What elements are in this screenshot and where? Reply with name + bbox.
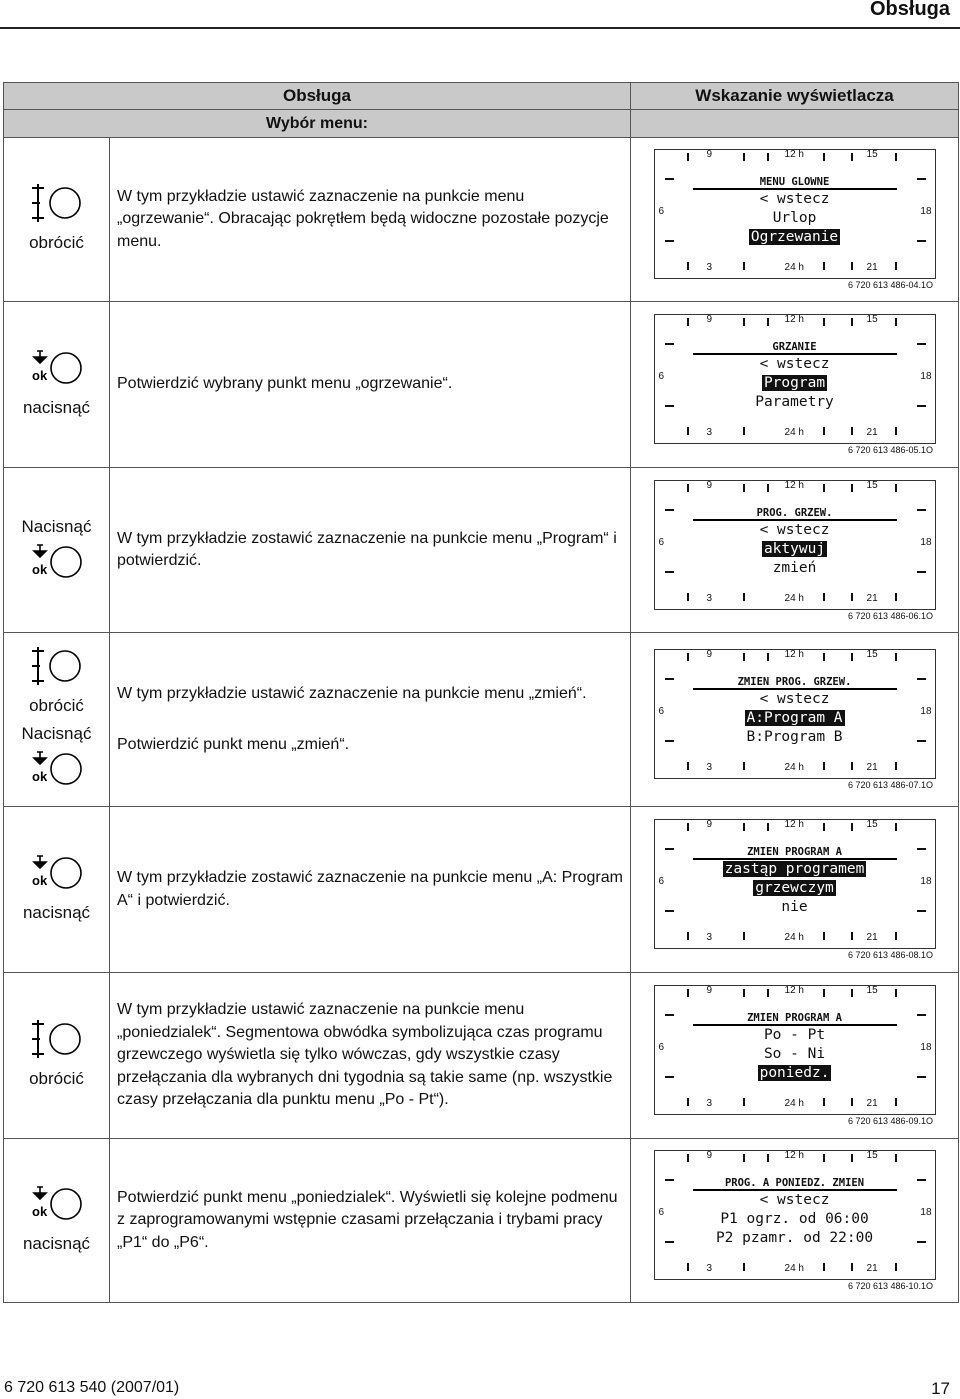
lcd-menu-line-text: Urlop [772, 210, 817, 226]
lcd-screen-title: PROG. GRZEW. [693, 507, 897, 521]
lcd-scale-bottom-label: 3 [706, 427, 713, 438]
lcd-tick-mark [823, 989, 825, 997]
lcd-tick-mark [917, 1179, 926, 1181]
lcd-tick-mark [665, 178, 674, 180]
lcd-tick-mark [895, 762, 897, 770]
lcd-tick-mark [687, 989, 689, 997]
rotate-icon [32, 1018, 82, 1065]
lcd-tick-mark [665, 1241, 674, 1243]
lcd-tick-mark [895, 653, 897, 661]
display-cell [631, 807, 959, 973]
lcd-scale-top-label: 15 [866, 985, 878, 996]
lcd-menu-line-text: < wstecz [759, 521, 830, 538]
lcd-screen [693, 676, 897, 750]
description-text: Potwierdzić punkt menu „poniedzialek“. Wyświetli się kolejne podmenu z zaprogramowanymi wstępnie czasami przełączania i trybami pracy „P1“ do „P6“. [117, 1188, 618, 1251]
lcd-tick-mark [895, 484, 897, 492]
figure-number: 6 720 613 486-08.1O [847, 950, 934, 960]
lcd-menu-line-text: aktywuj [763, 540, 826, 557]
description-cell [110, 973, 631, 1139]
display-cell [631, 1139, 959, 1303]
action-label: obrócić [29, 233, 84, 252]
lcd-scale-top-label: 15 [866, 314, 878, 325]
lcd-tick-mark [743, 762, 745, 770]
lcd-tick-mark [767, 153, 769, 161]
lcd-menu-line [693, 898, 897, 917]
lcd-menu-line [693, 728, 897, 747]
lcd-tick-mark [687, 762, 689, 770]
lcd-menu-line [693, 709, 897, 728]
svg-text:ok: ok [31, 768, 47, 784]
lcd-scale-top-label: 12 h [784, 1150, 804, 1161]
lcd-scale-top-label: 9 [706, 149, 713, 160]
table-row [4, 468, 959, 633]
lcd-menu-line [693, 690, 897, 709]
action-label: nacisnąć [22, 398, 91, 417]
lcd-tick-mark [851, 262, 853, 270]
lcd-display [654, 480, 936, 610]
ok-press-icon [31, 852, 83, 899]
lcd-tick-mark [851, 153, 853, 161]
lcd-scale-bottom-label: 24 h [784, 762, 804, 773]
lcd-screen-title: ZMIEN PROG. GRZEW. [693, 676, 897, 690]
lcd-scale-right-label: 18 [920, 371, 932, 382]
svg-text:ok: ok [31, 873, 47, 888]
lcd-scale-bottom-label: 24 h [784, 427, 804, 438]
lcd-scale-top-label: 12 h [784, 985, 804, 996]
lcd-screen-title: PROG. A PONIEDZ. ZMIEN [693, 1177, 897, 1191]
lcd-tick-mark [665, 1179, 674, 1181]
description-text: W tym przykładzie zostawić zaznaczenie na punkcie menu „Program“ i potwierdzić. [117, 529, 617, 569]
lcd-screen [693, 1177, 897, 1251]
lcd-scale-bottom-label: 24 h [784, 1263, 804, 1274]
lcd-tick-mark [687, 153, 689, 161]
lcd-menu-line [693, 209, 897, 228]
lcd-tick-mark [917, 740, 926, 742]
lcd-scale-right-label: 18 [920, 706, 932, 717]
lcd-tick-mark [895, 932, 897, 940]
lcd-tick-mark [917, 1076, 926, 1078]
table-row [4, 807, 959, 973]
table-row [4, 302, 959, 468]
action-label: Nacisnąć [21, 723, 92, 743]
lcd-tick-mark [687, 593, 689, 601]
ok-press-icon [31, 347, 83, 394]
lcd-tick-mark [687, 1154, 689, 1162]
lcd-scale-top-label: 15 [866, 649, 878, 660]
lcd-menu-line [693, 559, 897, 578]
lcd-display [654, 314, 936, 444]
lcd-scale-bottom-label: 3 [706, 1263, 713, 1274]
rotate-icon [32, 182, 82, 229]
lcd-tick-mark [823, 153, 825, 161]
lcd-menu-line-text: < wstecz [759, 191, 830, 207]
lcd-tick-mark [917, 910, 926, 912]
description-cell [110, 807, 631, 973]
lcd-tick-mark [743, 593, 745, 601]
lcd-tick-mark [687, 1263, 689, 1271]
lcd-tick-mark [687, 318, 689, 326]
lcd-menu-line-text: poniedz. [759, 1065, 830, 1081]
lcd-menu-line-text: zastąp programem [724, 861, 865, 877]
lcd-menu-line [693, 521, 897, 540]
lcd-tick-mark [823, 653, 825, 661]
lcd-scale-bottom-label: 24 h [784, 592, 804, 604]
lcd-scale-top-label: 9 [706, 314, 713, 325]
lcd-screen-title: ZMIEN PROGRAM A [693, 1012, 897, 1026]
lcd-tick-mark [851, 823, 853, 831]
lcd-tick-mark [823, 1263, 825, 1271]
description-text: W tym przykładzie ustawić zaznaczenie na punkcie menu „ogrzewanie“. Obracając pokrętłem będą widoczne pozostałe pozycje menu. [117, 187, 609, 250]
lcd-tick-mark [917, 240, 926, 242]
lcd-scale-left-label: 6 [658, 206, 665, 217]
lcd-tick-mark [767, 653, 769, 661]
action-label: obrócić [29, 1069, 84, 1088]
svg-text:ok: ok [31, 1204, 47, 1219]
lcd-menu-line [693, 190, 897, 209]
lcd-screen-title: ZMIEN PROGRAM A [693, 846, 897, 860]
lcd-tick-mark [851, 653, 853, 661]
lcd-scale-bottom-label: 21 [866, 1098, 878, 1109]
action-label: nacisnąć [22, 903, 91, 922]
lcd-tick-mark [823, 427, 825, 435]
lcd-scale-left-label: 6 [658, 1207, 665, 1218]
lcd-tick-mark [767, 1154, 769, 1162]
display-cell [631, 138, 959, 302]
section-title-blank [631, 110, 959, 138]
lcd-tick-mark [851, 484, 853, 492]
lcd-tick-mark [823, 932, 825, 940]
lcd-display [654, 149, 936, 279]
lcd-menu-line [693, 1064, 897, 1083]
lcd-tick-mark [743, 823, 745, 831]
figure-number: 6 720 613 486-10.1O [847, 1281, 934, 1291]
lcd-tick-mark [665, 678, 674, 680]
lcd-tick-mark [851, 427, 853, 435]
lcd-scale-top-label: 9 [706, 1150, 713, 1161]
lcd-scale-left-label: 6 [658, 876, 665, 887]
lcd-display [654, 819, 936, 949]
lcd-tick-mark [687, 823, 689, 831]
action-cell [4, 302, 110, 468]
lcd-menu-line [693, 879, 897, 898]
lcd-scale-bottom-label: 21 [866, 262, 878, 273]
lcd-scale-right-label: 18 [920, 536, 932, 548]
description-cell [110, 138, 631, 302]
lcd-scale-bottom-label: 21 [866, 427, 878, 438]
lcd-tick-mark [917, 343, 926, 345]
display-cell [631, 302, 959, 468]
lcd-tick-mark [743, 1263, 745, 1271]
lcd-menu-line-text: So - Ni [763, 1046, 826, 1062]
action-label: nacisnąć [22, 1234, 91, 1253]
lcd-menu-line-text: nie [781, 899, 808, 915]
lcd-scale-left-label: 6 [658, 1042, 665, 1053]
description-text: Potwierdzić wybrany punkt menu „ogrzewanie“. [117, 375, 453, 393]
lcd-tick-mark [917, 405, 926, 407]
lcd-tick-mark [687, 427, 689, 435]
lcd-tick-mark [917, 178, 926, 180]
lcd-scale-top-label: 15 [866, 479, 878, 491]
lcd-screen [693, 341, 897, 415]
footer-page-number: 17 [931, 1379, 950, 1398]
lcd-tick-mark [767, 823, 769, 831]
lcd-scale-bottom-label: 24 h [784, 1098, 804, 1109]
lcd-scale-right-label: 18 [920, 206, 932, 217]
lcd-scale-top-label: 12 h [784, 819, 804, 830]
lcd-scale-top-label: 12 h [784, 149, 804, 160]
lcd-screen [693, 176, 897, 250]
lcd-tick-mark [743, 427, 745, 435]
table-row [4, 138, 959, 302]
lcd-tick-mark [743, 153, 745, 161]
lcd-menu-line-text: Po - Pt [763, 1027, 826, 1043]
lcd-screen-title: GRZANIE [693, 341, 897, 355]
lcd-tick-mark [895, 1263, 897, 1271]
lcd-screen [693, 846, 897, 920]
display-cell [631, 973, 959, 1139]
header-rule [0, 27, 960, 29]
svg-text:ok: ok [31, 561, 47, 577]
lcd-tick-mark [823, 762, 825, 770]
description-cell [110, 1139, 631, 1303]
lcd-tick-mark [917, 848, 926, 850]
action-cell [4, 973, 110, 1139]
lcd-tick-mark [917, 509, 926, 511]
action-label: obrócić [29, 695, 84, 715]
footer-doc-number: 6 720 613 540 (2007/01) [4, 1379, 180, 1396]
lcd-menu-line-text: P2 pzamr. od 22:00 [715, 1230, 874, 1246]
lcd-tick-mark [851, 762, 853, 770]
lcd-tick-mark [687, 932, 689, 940]
lcd-scale-bottom-label: 21 [866, 592, 878, 604]
figure-number: 6 720 613 486-05.1O [847, 445, 934, 455]
lcd-menu-line-text: < wstecz [759, 1192, 830, 1208]
lcd-scale-bottom-label: 3 [706, 762, 713, 773]
lcd-tick-mark [665, 1014, 674, 1016]
lcd-tick-mark [895, 262, 897, 270]
lcd-tick-mark [823, 262, 825, 270]
lcd-tick-mark [895, 989, 897, 997]
lcd-scale-bottom-label: 24 h [784, 262, 804, 273]
lcd-scale-top-label: 9 [706, 479, 713, 491]
lcd-tick-mark [895, 593, 897, 601]
lcd-tick-mark [895, 1154, 897, 1162]
lcd-tick-mark [665, 910, 674, 912]
lcd-scale-top-label: 15 [866, 1150, 878, 1161]
lcd-menu-line [693, 1191, 897, 1210]
lcd-menu-line [693, 1045, 897, 1064]
lcd-tick-mark [687, 1098, 689, 1106]
lcd-menu-line [693, 374, 897, 393]
lcd-tick-mark [743, 262, 745, 270]
lcd-tick-mark [823, 1154, 825, 1162]
lcd-scale-right-label: 18 [920, 1042, 932, 1053]
lcd-tick-mark [767, 484, 769, 492]
lcd-screen [693, 1012, 897, 1086]
lcd-tick-mark [665, 740, 674, 742]
lcd-tick-mark [767, 318, 769, 326]
lcd-display [654, 649, 936, 779]
lcd-tick-mark [687, 262, 689, 270]
table-row [4, 973, 959, 1139]
lcd-display [654, 1150, 936, 1280]
lcd-tick-mark [767, 989, 769, 997]
lcd-menu-line [693, 1210, 897, 1229]
figure-number: 6 720 613 486-09.1O [847, 1116, 934, 1126]
lcd-tick-mark [917, 678, 926, 680]
lcd-screen-title: MENU GLOWNE [693, 176, 897, 190]
lcd-tick-mark [687, 653, 689, 661]
description-text: W tym przykładzie zostawić zaznaczenie na punkcie menu „A: Program A“ i potwierdzić. [117, 869, 623, 909]
lcd-scale-bottom-label: 24 h [784, 932, 804, 943]
figure-number: 6 720 613 486-07.1O [847, 780, 934, 790]
display-cell [631, 633, 959, 807]
ok-press-icon [31, 1183, 83, 1230]
column-header-display: Wskazanie wyświetlacza [631, 83, 959, 110]
lcd-menu-line-text: Program [763, 375, 826, 391]
lcd-scale-top-label: 12 h [784, 649, 804, 660]
description-text: W tym przykładzie ustawić zaznaczenie na punkcie menu „poniedzialek“. Segmentowa obwódka symbolizująca czas programu grzewczego wyświetla się tylko wówczas, gdy wszystkie czasy przełączania dla wybranych dni tygodnia są takie same (np. wszystkie czasy przełączania dla punktu menu „Po - Pt“). [117, 1001, 613, 1109]
lcd-menu-line [693, 393, 897, 412]
lcd-tick-mark [895, 153, 897, 161]
lcd-menu-line [693, 228, 897, 247]
lcd-tick-mark [917, 571, 926, 573]
lcd-tick-mark [665, 509, 674, 511]
figure-number: 6 720 613 486-06.1O [847, 610, 934, 621]
lcd-tick-mark [851, 593, 853, 601]
lcd-tick-mark [743, 932, 745, 940]
lcd-tick-mark [917, 1241, 926, 1243]
lcd-tick-mark [917, 1014, 926, 1016]
lcd-tick-mark [851, 989, 853, 997]
lcd-menu-line-text: Parametry [755, 394, 834, 410]
lcd-menu-line [693, 1026, 897, 1045]
lcd-scale-top-label: 9 [706, 649, 713, 660]
lcd-tick-mark [665, 240, 674, 242]
lcd-tick-mark [895, 823, 897, 831]
page-header-title: Obsługa [869, 0, 950, 20]
table-row [4, 633, 959, 807]
lcd-menu-line-text: B:Program B [746, 729, 843, 745]
lcd-scale-top-label: 9 [706, 819, 713, 830]
lcd-tick-mark [895, 1098, 897, 1106]
lcd-scale-top-label: 12 h [784, 479, 804, 491]
lcd-tick-mark [823, 484, 825, 492]
lcd-scale-top-label: 15 [866, 149, 878, 160]
lcd-scale-bottom-label: 21 [866, 932, 878, 943]
lcd-tick-mark [851, 1263, 853, 1271]
operation-table [3, 82, 959, 1303]
lcd-tick-mark [665, 1076, 674, 1078]
lcd-screen [693, 507, 897, 581]
lcd-scale-left-label: 6 [658, 706, 665, 717]
description-cell [110, 468, 631, 633]
lcd-scale-bottom-label: 3 [706, 262, 713, 273]
column-header-operation: Obsługa [4, 83, 631, 110]
lcd-tick-mark [895, 427, 897, 435]
lcd-scale-right-label: 18 [920, 876, 932, 887]
lcd-scale-bottom-label: 3 [706, 1098, 713, 1109]
lcd-tick-mark [823, 1098, 825, 1106]
lcd-tick-mark [851, 1154, 853, 1162]
lcd-tick-mark [743, 989, 745, 997]
lcd-display [654, 985, 936, 1115]
ok-press-icon [31, 748, 83, 795]
action-cell [4, 138, 110, 302]
display-cell [631, 468, 959, 633]
lcd-tick-mark [665, 848, 674, 850]
lcd-scale-left-label: 6 [658, 371, 665, 382]
lcd-tick-mark [665, 405, 674, 407]
section-title: Wybór menu: [4, 110, 631, 138]
lcd-tick-mark [851, 1098, 853, 1106]
lcd-menu-line-text: Ogrzewanie [750, 229, 839, 245]
action-cell [4, 468, 110, 633]
lcd-tick-mark [851, 932, 853, 940]
lcd-menu-line-text: grzewczym [755, 880, 834, 896]
lcd-tick-mark [823, 593, 825, 601]
lcd-scale-top-label: 12 h [784, 314, 804, 325]
lcd-menu-line [693, 540, 897, 559]
description-text: Potwierdzić punkt menu „zmień“. [117, 735, 350, 753]
table-row [4, 1139, 959, 1303]
ok-press-icon [31, 541, 83, 588]
action-cell [4, 807, 110, 973]
lcd-tick-mark [895, 318, 897, 326]
lcd-tick-mark [851, 318, 853, 326]
lcd-tick-mark [743, 318, 745, 326]
lcd-scale-right-label: 18 [920, 1207, 932, 1218]
description-cell [110, 302, 631, 468]
lcd-tick-mark [665, 343, 674, 345]
lcd-menu-line-text: < wstecz [759, 356, 830, 372]
lcd-scale-top-label: 9 [706, 985, 713, 996]
rotate-icon [32, 645, 82, 692]
lcd-menu-line-text: A:Program A [746, 710, 843, 726]
lcd-menu-line-text: < wstecz [759, 691, 830, 707]
lcd-scale-bottom-label: 21 [866, 1263, 878, 1274]
lcd-scale-bottom-label: 3 [706, 932, 713, 943]
action-cell [4, 1139, 110, 1303]
lcd-tick-mark [687, 484, 689, 492]
svg-text:ok: ok [31, 368, 47, 383]
lcd-menu-line-text: P1 ogrz. od 06:00 [720, 1211, 869, 1227]
action-label: Nacisnąć [21, 516, 92, 536]
lcd-tick-mark [823, 318, 825, 326]
lcd-menu-line-text: zmień [772, 559, 817, 576]
lcd-scale-bottom-label: 3 [706, 592, 713, 604]
lcd-scale-left-label: 6 [658, 536, 665, 548]
lcd-tick-mark [743, 1154, 745, 1162]
description-text: W tym przykładzie ustawić zaznaczenie na punkcie menu „zmień“. [117, 685, 587, 702]
description-cell [110, 633, 631, 807]
lcd-scale-top-label: 15 [866, 819, 878, 830]
lcd-menu-line [693, 1229, 897, 1248]
lcd-tick-mark [665, 571, 674, 573]
action-cell [4, 633, 110, 807]
lcd-menu-line [693, 860, 897, 879]
lcd-menu-line [693, 355, 897, 374]
lcd-tick-mark [743, 653, 745, 661]
lcd-tick-mark [743, 1098, 745, 1106]
figure-number: 6 720 613 486-04.1O [847, 280, 934, 290]
lcd-tick-mark [743, 484, 745, 492]
lcd-tick-mark [823, 823, 825, 831]
lcd-scale-bottom-label: 21 [866, 762, 878, 773]
